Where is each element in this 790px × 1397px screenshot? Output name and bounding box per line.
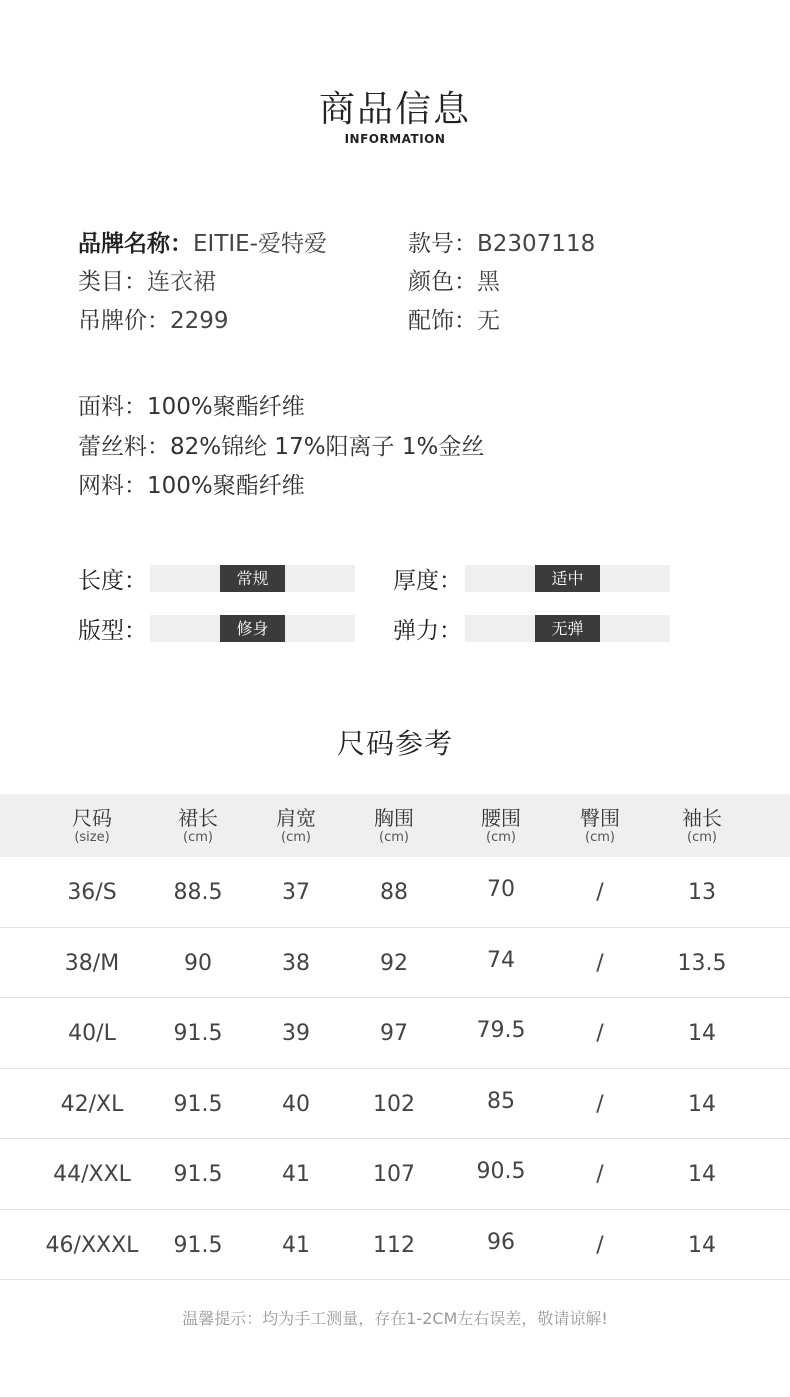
table-cell: /: [596, 1162, 604, 1187]
table-row: [0, 1139, 790, 1210]
attr-label: 弹力：: [393, 617, 462, 644]
info-key: 品牌名称：: [78, 230, 193, 257]
info-price: [78, 302, 408, 335]
table-cell: 41: [282, 1232, 310, 1258]
attr-length: [78, 562, 393, 595]
column-header-label: 肩宽: [276, 805, 316, 830]
table-cell: 74: [487, 947, 515, 973]
info-value: 连衣裙: [147, 269, 216, 296]
table-cell: 79.5: [476, 1018, 526, 1043]
fabric-main: 面料：100%聚酯纤维: [78, 394, 305, 421]
size-chart-title: 尺码参考: [336, 727, 453, 760]
column-header-label: 袖长: [682, 805, 722, 830]
attr-scale-bar: [150, 615, 355, 642]
info-row: [78, 299, 738, 338]
info-key: 颜色：: [408, 269, 477, 296]
table-cell: 90: [184, 950, 212, 976]
table-cell: 14: [688, 1162, 716, 1187]
table-cell: 14: [688, 1091, 716, 1117]
attr-label: 厚度：: [393, 567, 462, 594]
product-info: [78, 222, 738, 338]
column-header: [344, 806, 444, 846]
attr-scale-bar: [465, 565, 670, 592]
table-row: [0, 998, 790, 1069]
column-header: [246, 806, 346, 846]
table-cell: 102: [373, 1091, 415, 1117]
table-cell: 44/XXL: [53, 1162, 131, 1187]
attr-row: [78, 603, 708, 653]
product-attributes: [78, 553, 708, 653]
attr-thickness: [393, 562, 708, 595]
attr-row: [78, 553, 708, 603]
table-cell: 13: [688, 880, 716, 905]
table-row: [0, 857, 790, 928]
table-cell: 85: [487, 1088, 515, 1114]
info-key: 配饰：: [408, 307, 477, 334]
info-value: B2307118: [477, 230, 596, 257]
column-header-label: 腰围: [481, 805, 521, 830]
fabric-composition: [78, 385, 738, 504]
table-cell: /: [596, 950, 604, 976]
table-row: [0, 1210, 790, 1281]
info-brand: [78, 225, 408, 258]
table-cell: 91.5: [173, 1091, 223, 1117]
column-header-unit: (size): [74, 829, 110, 845]
attr-scale-bar: [465, 615, 670, 642]
table-cell: 41: [282, 1162, 310, 1187]
table-cell: /: [596, 880, 604, 905]
table-cell: 91.5: [173, 1232, 223, 1258]
attr-value-tag: 无弹: [535, 615, 600, 642]
info-accessory: [408, 302, 738, 335]
info-value: 黑: [477, 269, 500, 296]
info-key: 款号：: [408, 230, 477, 257]
table-cell: /: [596, 1091, 604, 1117]
info-key: 吊牌价：: [78, 307, 170, 334]
column-header-label: 臀围: [580, 805, 620, 830]
table-cell: 14: [688, 1232, 716, 1258]
info-value: EITIE-爱特爱: [193, 230, 327, 257]
table-cell: 40/L: [68, 1021, 116, 1046]
page-subtitle: INFORMATION: [344, 132, 446, 146]
info-value: 无: [477, 307, 500, 334]
info-color: [408, 263, 738, 296]
table-cell: 91.5: [173, 1162, 223, 1187]
table-cell: 107: [373, 1162, 415, 1187]
attr-value-tag: 常规: [220, 565, 285, 592]
size-chart-header: [0, 794, 790, 857]
table-cell: 36/S: [67, 880, 117, 905]
column-header: [451, 806, 551, 846]
fabric-mesh: 网料：100%聚酯纤维: [78, 473, 305, 500]
column-header-unit: (cm): [687, 829, 717, 845]
table-cell: 37: [282, 880, 310, 905]
info-header: [0, 86, 790, 146]
table-cell: 112: [373, 1232, 415, 1258]
measurement-note: 温馨提示：均为手工测量，存在1-2CM左右误差，敬请谅解!: [182, 1309, 608, 1328]
table-cell: 39: [282, 1021, 310, 1046]
table-cell: /: [596, 1021, 604, 1046]
attr-label: 长度：: [78, 567, 147, 594]
table-cell: 40: [282, 1091, 310, 1117]
table-cell: 46/XXXL: [45, 1232, 139, 1258]
attr-value-tag: 适中: [535, 565, 600, 592]
column-header: [148, 806, 248, 846]
info-value: 2299: [170, 307, 229, 334]
info-key: 类目：: [78, 269, 147, 296]
table-cell: 13.5: [677, 950, 727, 976]
column-header: [652, 806, 752, 846]
column-header: [42, 806, 142, 846]
table-cell: 88.5: [173, 880, 223, 905]
column-header-unit: (cm): [486, 829, 516, 845]
info-row: [78, 222, 738, 261]
column-header-label: 尺码: [72, 805, 112, 830]
table-cell: 14: [688, 1021, 716, 1046]
attr-elasticity: [393, 612, 708, 645]
info-category: [78, 263, 408, 296]
column-header-label: 胸围: [374, 805, 414, 830]
table-cell: /: [596, 1232, 604, 1258]
info-row: [78, 261, 738, 300]
column-header-unit: (cm): [585, 829, 615, 845]
column-header-label: 裙长: [178, 805, 218, 830]
table-cell: 42/XL: [60, 1091, 124, 1117]
table-cell: 38: [282, 950, 310, 976]
table-cell: 91.5: [173, 1021, 223, 1046]
table-cell: 90.5: [476, 1159, 526, 1184]
table-row: [0, 928, 790, 999]
table-cell: 70: [487, 877, 515, 902]
attr-label: 版型：: [78, 617, 147, 644]
size-chart-table: [0, 794, 790, 1280]
table-cell: 96: [487, 1229, 515, 1255]
page-title: 商品信息: [318, 89, 471, 130]
size-chart-body: [0, 857, 790, 1280]
info-style-number: [408, 225, 738, 258]
table-row: [0, 1069, 790, 1140]
column-header-unit: (cm): [281, 829, 311, 845]
table-cell: 97: [380, 1021, 408, 1046]
column-header: [550, 806, 650, 846]
table-cell: 92: [380, 950, 408, 976]
fabric-lace: 蕾丝料：82%锦纶 17%阳离子 1%金丝: [78, 433, 485, 460]
table-cell: 38/M: [64, 950, 120, 976]
column-header-unit: (cm): [379, 829, 409, 845]
attr-fit: [78, 612, 393, 645]
attr-scale-bar: [150, 565, 355, 592]
table-cell: 88: [380, 880, 408, 905]
column-header-unit: (cm): [183, 829, 213, 845]
attr-value-tag: 修身: [220, 615, 285, 642]
